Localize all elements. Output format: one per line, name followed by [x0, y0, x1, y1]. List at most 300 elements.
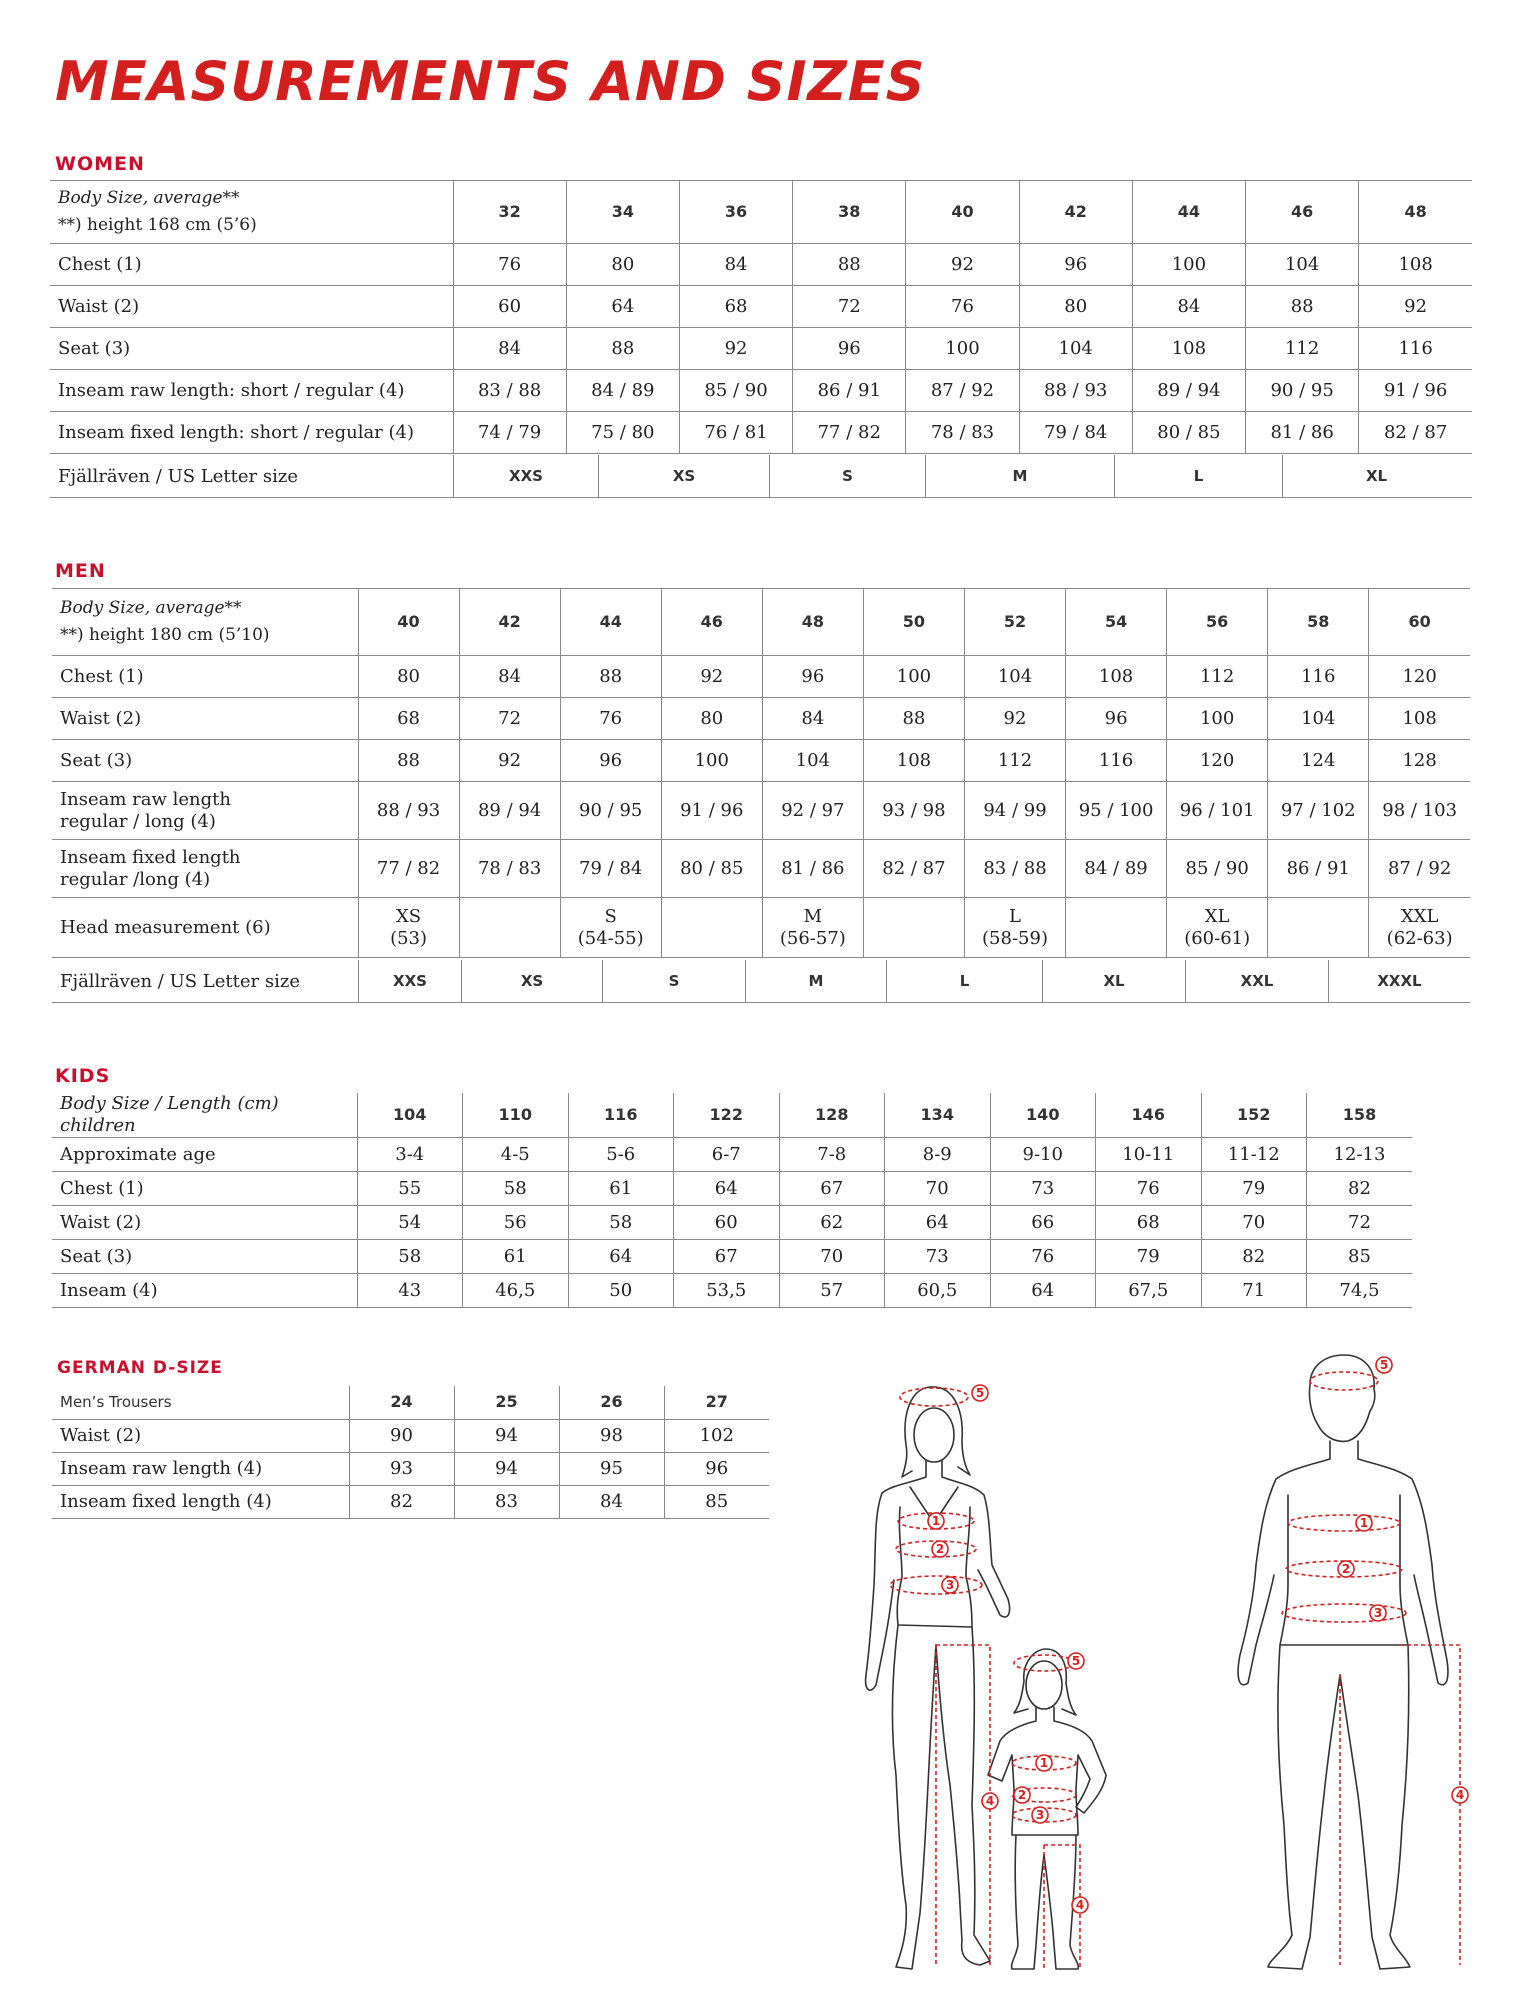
men-cell: 96: [560, 740, 661, 782]
kids-cell: 79: [1096, 1240, 1202, 1274]
men-cell: 128: [1369, 740, 1470, 782]
kids-cell: 56: [463, 1206, 569, 1240]
women-cell: 100: [906, 328, 1019, 370]
label-line-2: regular /long (4): [60, 868, 211, 890]
head-range: (54-55): [577, 927, 644, 949]
women-header-row: [50, 181, 1472, 244]
marker-5-woman: [972, 1385, 988, 1401]
women-cell: 85 / 90: [679, 370, 792, 412]
men-height-note: **) height 180 cm (5’10): [60, 625, 270, 645]
women-cell: 80 / 85: [1132, 412, 1245, 454]
women-letter-size: L: [1114, 455, 1282, 497]
men-cell: 96: [762, 656, 863, 698]
kids-cell: 43: [357, 1274, 463, 1308]
page-title: MEASUREMENTS AND SIZES: [55, 50, 926, 113]
head-size: M: [803, 905, 823, 927]
svg-text:3: 3: [945, 1578, 955, 1592]
men-row-label: Waist (2): [52, 698, 358, 740]
kids-cell: 58: [463, 1172, 569, 1206]
men-table-row: [52, 740, 1470, 782]
kids-size-header: 158: [1307, 1093, 1413, 1138]
kids-cell: 64: [568, 1240, 674, 1274]
german-table-row: [52, 1485, 769, 1518]
women-cell: 88: [566, 328, 679, 370]
kids-cell: 4-5: [463, 1138, 569, 1172]
head-range: (53): [390, 927, 428, 949]
kids-cell: 61: [463, 1240, 569, 1274]
men-cell: 100: [863, 656, 964, 698]
marker-3-woman: [942, 1577, 958, 1593]
men-cell: 104: [1268, 698, 1369, 740]
men-head-cell: [358, 898, 459, 958]
women-cell: 84: [1132, 286, 1245, 328]
women-row-label: Inseam raw length: short / regular (4): [50, 370, 453, 412]
german-table-row: [52, 1452, 769, 1485]
men-cell: 85 / 90: [1167, 840, 1268, 898]
women-cell: 108: [1132, 328, 1245, 370]
svg-text:5: 5: [1379, 1358, 1389, 1372]
men-size-header: 40: [358, 589, 459, 656]
kids-cell: 58: [357, 1240, 463, 1274]
kids-cell: 72: [1307, 1206, 1413, 1240]
men-cell: 78 / 83: [459, 840, 560, 898]
kids-cell: 54: [357, 1206, 463, 1240]
women-size-header: 42: [1019, 181, 1132, 244]
men-cell: 104: [762, 740, 863, 782]
men-size-header: 54: [1066, 589, 1167, 656]
woman-figure: [866, 1387, 1010, 1969]
women-cell: 88: [1246, 286, 1359, 328]
men-cell: 92 / 97: [762, 782, 863, 840]
kids-cell: 55: [357, 1172, 463, 1206]
women-body-size-label: [50, 181, 453, 244]
kids-table-row: [52, 1240, 1412, 1274]
kids-cell: 64: [885, 1206, 991, 1240]
kids-row-label: Chest (1): [52, 1172, 357, 1206]
men-cell: 86 / 91: [1268, 840, 1369, 898]
kids-cell: 46,5: [463, 1274, 569, 1308]
kids-size-header: 104: [357, 1093, 463, 1138]
german-cell: 95: [559, 1452, 664, 1485]
women-letter-label: Fjällräven / US Letter size: [58, 465, 298, 487]
kids-table-row: [52, 1206, 1412, 1240]
men-cell: 92: [964, 698, 1065, 740]
kids-cell: 73: [990, 1172, 1096, 1206]
men-body-size-label: [52, 589, 358, 656]
kids-table-row: [52, 1274, 1412, 1308]
men-cell: 80: [661, 698, 762, 740]
kids-heading: KIDS: [55, 1065, 111, 1087]
women-letter-size-row: [50, 455, 1472, 498]
marker-1-man: [1356, 1515, 1372, 1531]
men-body-size-caption: Body Size, average**: [60, 598, 242, 618]
men-cell: 108: [1369, 698, 1470, 740]
kids-cell: 11-12: [1201, 1138, 1307, 1172]
label-line-1: Inseam raw length: [60, 788, 231, 810]
men-head-cell: [863, 898, 964, 958]
head-size: XL: [1204, 905, 1230, 927]
men-cell: 88: [863, 698, 964, 740]
head-size: XXL: [1400, 905, 1439, 927]
men-size-header: 56: [1167, 589, 1268, 656]
kids-size-header: 146: [1096, 1093, 1202, 1138]
women-cell: 74 / 79: [453, 412, 566, 454]
women-cell: 76: [453, 244, 566, 286]
kids-cell: 74,5: [1307, 1274, 1413, 1308]
marker-4-man: [1452, 1787, 1468, 1803]
women-size-header: 36: [679, 181, 792, 244]
men-cell: 88 / 93: [358, 782, 459, 840]
women-letter-size: XS: [598, 455, 769, 497]
men-head-cell: [964, 898, 1065, 958]
men-cell: 77 / 82: [358, 840, 459, 898]
kids-cell: 61: [568, 1172, 674, 1206]
men-header-row: [52, 589, 1470, 656]
german-cell: 102: [664, 1419, 769, 1452]
women-cell: 75 / 80: [566, 412, 679, 454]
kids-cell: 76: [1096, 1172, 1202, 1206]
kids-cell: 82: [1201, 1240, 1307, 1274]
german-table-row: [52, 1419, 769, 1452]
women-cell: 92: [906, 244, 1019, 286]
kids-row-label: Approximate age: [52, 1138, 357, 1172]
men-cell: 104: [964, 656, 1065, 698]
women-cell: 60: [453, 286, 566, 328]
men-cell: 84 / 89: [1066, 840, 1167, 898]
women-cell: 83 / 88: [453, 370, 566, 412]
german-cell: 84: [559, 1485, 664, 1518]
german-cell: 93: [349, 1452, 454, 1485]
men-letter-size: S: [602, 960, 745, 1002]
men-size-header: 60: [1369, 589, 1470, 656]
german-header-label: Men’s Trousers: [52, 1386, 349, 1419]
men-letter-size: XXXL: [1328, 960, 1470, 1002]
men-cell: 83 / 88: [964, 840, 1065, 898]
women-size-header: 44: [1132, 181, 1245, 244]
german-cell: 82: [349, 1485, 454, 1518]
kids-cell: 79: [1201, 1172, 1307, 1206]
german-cell: 94: [454, 1452, 559, 1485]
german-row-label: Inseam fixed length (4): [52, 1485, 349, 1518]
women-row-label: Chest (1): [50, 244, 453, 286]
kids-cell: 60,5: [885, 1274, 991, 1308]
men-cell: 80 / 85: [661, 840, 762, 898]
men-cell: 112: [1167, 656, 1268, 698]
marker-5-man: [1376, 1357, 1392, 1373]
women-size-header: 40: [906, 181, 1019, 244]
kids-cell: 70: [779, 1240, 885, 1274]
men-row-label: Chest (1): [52, 656, 358, 698]
kids-cell: 50: [568, 1274, 674, 1308]
svg-text:1: 1: [1039, 1756, 1049, 1770]
man-figure: [1238, 1355, 1448, 1969]
women-cell: 89 / 94: [1132, 370, 1245, 412]
svg-text:4: 4: [985, 1794, 995, 1808]
men-letter-size: M: [745, 960, 886, 1002]
women-size-header: 46: [1246, 181, 1359, 244]
women-cell: 80: [566, 244, 679, 286]
men-cell: 93 / 98: [863, 782, 964, 840]
kids-size-header: 110: [463, 1093, 569, 1138]
kids-table-row: [52, 1138, 1412, 1172]
marker-5-child: [1068, 1653, 1084, 1669]
label-line-2: regular / long (4): [60, 810, 216, 832]
svg-text:1: 1: [931, 1514, 941, 1528]
women-cell: 76 / 81: [679, 412, 792, 454]
svg-text:5: 5: [1071, 1654, 1081, 1668]
german-cell: 85: [664, 1485, 769, 1518]
kids-cell: 68: [1096, 1206, 1202, 1240]
men-letter-size: XS: [461, 960, 602, 1002]
women-cell: 82 / 87: [1359, 412, 1472, 454]
men-cell: 120: [1167, 740, 1268, 782]
men-letter-label: Fjällräven / US Letter size: [60, 970, 300, 992]
women-row-label: Seat (3): [50, 328, 453, 370]
women-cell: 100: [1132, 244, 1245, 286]
german-cell: 98: [559, 1419, 664, 1452]
marker-1-child: [1036, 1755, 1052, 1771]
women-size-header: 48: [1359, 181, 1472, 244]
men-cell: 79 / 84: [560, 840, 661, 898]
women-cell: 79 / 84: [1019, 412, 1132, 454]
head-range: (56-57): [779, 927, 846, 949]
kids-cell: 70: [1201, 1206, 1307, 1240]
men-cell: 72: [459, 698, 560, 740]
kids-cell: 9-10: [990, 1138, 1096, 1172]
men-size-header: 44: [560, 589, 661, 656]
women-table-row: [50, 286, 1472, 328]
kids-cell: 10-11: [1096, 1138, 1202, 1172]
svg-text:2: 2: [1341, 1562, 1351, 1576]
women-cell: 91 / 96: [1359, 370, 1472, 412]
men-table-row: [52, 656, 1470, 698]
women-cell: 72: [793, 286, 906, 328]
marker-3-man: [1370, 1605, 1386, 1621]
men-head-measurement-label: Head measurement (6): [52, 898, 358, 958]
men-inseam-raw-row: [52, 782, 1470, 840]
marker-4-child: [1072, 1897, 1088, 1913]
kids-cell: 64: [990, 1274, 1096, 1308]
men-cell: 90 / 95: [560, 782, 661, 840]
kids-cell: 70: [885, 1172, 991, 1206]
kids-cell: 12-13: [1307, 1138, 1413, 1172]
women-cell: 92: [1359, 286, 1472, 328]
men-cell: 100: [661, 740, 762, 782]
men-size-header: 42: [459, 589, 560, 656]
german-cell: 96: [664, 1452, 769, 1485]
kids-size-header: 152: [1201, 1093, 1307, 1138]
women-cell: 96: [793, 328, 906, 370]
men-row-label: Seat (3): [52, 740, 358, 782]
kids-row-label: Seat (3): [52, 1240, 357, 1274]
kids-cell: 82: [1307, 1172, 1413, 1206]
men-cell: 120: [1369, 656, 1470, 698]
men-cell: 88: [560, 656, 661, 698]
kids-table-row: [52, 1172, 1412, 1206]
men-head-cell: [661, 898, 762, 958]
german-row-label: Inseam raw length (4): [52, 1452, 349, 1485]
men-letter-size-row: [52, 960, 1470, 1003]
kids-size-header: 122: [674, 1093, 780, 1138]
men-size-header: 50: [863, 589, 964, 656]
women-letter-size: S: [769, 455, 925, 497]
measurement-markers: [928, 1357, 1468, 1913]
kids-size-table: [52, 1093, 1412, 1308]
men-cell: 80: [358, 656, 459, 698]
women-cell: 84 / 89: [566, 370, 679, 412]
svg-text:1: 1: [1359, 1516, 1369, 1530]
women-cell: 87 / 92: [906, 370, 1019, 412]
women-cell: 78 / 83: [906, 412, 1019, 454]
men-cell: 82 / 87: [863, 840, 964, 898]
kids-size-header: 116: [568, 1093, 674, 1138]
kids-cell: 53,5: [674, 1274, 780, 1308]
german-size-table: [52, 1386, 769, 1519]
men-size-header: 52: [964, 589, 1065, 656]
women-row-label: Inseam fixed length: short / regular (4): [50, 412, 453, 454]
head-range: (62-63): [1386, 927, 1453, 949]
men-cell: 92: [661, 656, 762, 698]
men-cell: 116: [1066, 740, 1167, 782]
women-table-row: [50, 412, 1472, 454]
men-size-header: 46: [661, 589, 762, 656]
women-letter-size: XXS: [453, 455, 598, 497]
men-cell: 95 / 100: [1066, 782, 1167, 840]
men-inseam-fixed-label: [52, 840, 358, 898]
marker-2-woman: [932, 1541, 948, 1557]
men-cell: 124: [1268, 740, 1369, 782]
kids-cell: 60: [674, 1206, 780, 1240]
kids-cell: 6-7: [674, 1138, 780, 1172]
german-cell: 90: [349, 1419, 454, 1452]
women-cell: 84: [679, 244, 792, 286]
german-cell: 83: [454, 1485, 559, 1518]
women-size-header: 38: [793, 181, 906, 244]
women-cell: 90 / 95: [1246, 370, 1359, 412]
women-cell: 108: [1359, 244, 1472, 286]
head-size: XS: [395, 905, 422, 927]
women-table-row: [50, 328, 1472, 370]
women-heading: WOMEN: [55, 153, 145, 175]
men-cell: 116: [1268, 656, 1369, 698]
men-cell: 96 / 101: [1167, 782, 1268, 840]
marker-3-child: [1032, 1807, 1048, 1823]
men-cell: 68: [358, 698, 459, 740]
women-size-header: 34: [566, 181, 679, 244]
men-cell: 84: [762, 698, 863, 740]
svg-text:2: 2: [1017, 1788, 1027, 1802]
kids-cell: 76: [990, 1240, 1096, 1274]
men-cell: 81 / 86: [762, 840, 863, 898]
men-head-cell: [1167, 898, 1268, 958]
women-cell: 81 / 86: [1246, 412, 1359, 454]
women-body-size-caption: Body Size, average**: [58, 188, 240, 208]
kids-cell: 67: [674, 1240, 780, 1274]
kids-row-label: Inseam (4): [52, 1274, 357, 1308]
marker-2-child: [1014, 1787, 1030, 1803]
women-cell: 116: [1359, 328, 1472, 370]
women-cell: 76: [906, 286, 1019, 328]
men-letter-size: XXS: [358, 960, 461, 1002]
women-letter-size: XL: [1282, 455, 1470, 497]
kids-cell: 58: [568, 1206, 674, 1240]
women-cell: 104: [1019, 328, 1132, 370]
men-size-header: 58: [1268, 589, 1369, 656]
men-head-measurement-row: [52, 898, 1470, 958]
men-cell: 91 / 96: [661, 782, 762, 840]
child-figure: [985, 1649, 1106, 1969]
german-size-header: 27: [664, 1386, 769, 1419]
german-size-header: 25: [454, 1386, 559, 1419]
kids-cell: 67,5: [1096, 1274, 1202, 1308]
women-size-table: [50, 180, 1472, 454]
men-head-cell: [1268, 898, 1369, 958]
german-size-header: 26: [559, 1386, 664, 1419]
svg-text:3: 3: [1373, 1606, 1383, 1620]
men-cell: 108: [1066, 656, 1167, 698]
women-cell: 80: [1019, 286, 1132, 328]
women-cell: 92: [679, 328, 792, 370]
women-cell: 84: [453, 328, 566, 370]
women-letter-size: M: [925, 455, 1114, 497]
kids-cell: 3-4: [357, 1138, 463, 1172]
men-cell: 88: [358, 740, 459, 782]
women-cell: 112: [1246, 328, 1359, 370]
svg-text:5: 5: [975, 1386, 985, 1400]
men-cell: 87 / 92: [1369, 840, 1470, 898]
german-cell: 94: [454, 1419, 559, 1452]
women-cell: 64: [566, 286, 679, 328]
head-size: L: [1009, 905, 1021, 927]
women-cell: 96: [1019, 244, 1132, 286]
women-cell: 88: [793, 244, 906, 286]
women-table-row: [50, 370, 1472, 412]
men-cell: 89 / 94: [459, 782, 560, 840]
men-head-cell: [459, 898, 560, 958]
women-size-header: 32: [453, 181, 566, 244]
women-table-row: [50, 244, 1472, 286]
kids-size-header: 134: [885, 1093, 991, 1138]
women-cell: 104: [1246, 244, 1359, 286]
kids-size-header: 140: [990, 1093, 1096, 1138]
men-inseam-raw-label: [52, 782, 358, 840]
men-letter-size: L: [886, 960, 1042, 1002]
men-head-cell: [762, 898, 863, 958]
men-head-cell: [1066, 898, 1167, 958]
men-cell: 94 / 99: [964, 782, 1065, 840]
kids-cell: 66: [990, 1206, 1096, 1240]
men-cell: 92: [459, 740, 560, 782]
men-letter-size: XL: [1042, 960, 1185, 1002]
kids-size-header: 128: [779, 1093, 885, 1138]
german-size-header: 24: [349, 1386, 454, 1419]
men-head-cell: [560, 898, 661, 958]
men-cell: 112: [964, 740, 1065, 782]
german-header-row: [52, 1386, 769, 1419]
german-row-label: Waist (2): [52, 1419, 349, 1452]
head-size: S: [604, 905, 617, 927]
marker-2-man: [1338, 1561, 1354, 1577]
men-cell: 76: [560, 698, 661, 740]
women-cell: 68: [679, 286, 792, 328]
kids-cell: 62: [779, 1206, 885, 1240]
kids-cell: 5-6: [568, 1138, 674, 1172]
kids-cell: 67: [779, 1172, 885, 1206]
men-letter-size: XXL: [1185, 960, 1328, 1002]
men-table-row: [52, 698, 1470, 740]
kids-cell: 85: [1307, 1240, 1413, 1274]
men-cell: 96: [1066, 698, 1167, 740]
